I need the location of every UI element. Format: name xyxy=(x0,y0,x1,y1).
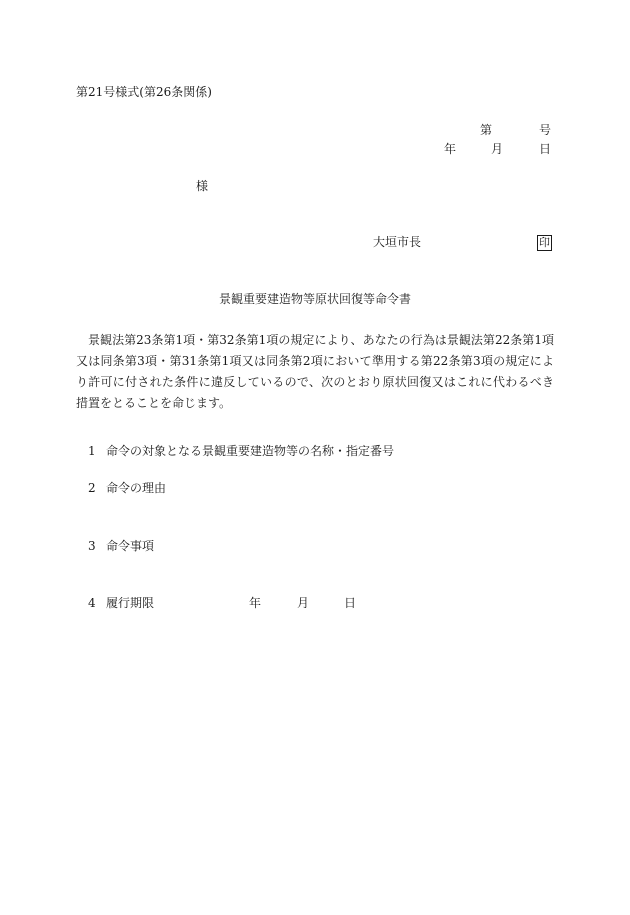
item-label: 命令事項 xyxy=(106,539,155,553)
doc-number-prefix: 第 xyxy=(480,123,493,137)
date-day: 日 xyxy=(539,142,552,156)
item-label: 命令の理由 xyxy=(106,481,167,495)
list-item-1 xyxy=(88,445,394,457)
list-item-4 xyxy=(88,597,154,609)
deadline-month: 月 xyxy=(297,596,310,610)
list-item-2 xyxy=(88,482,166,494)
body-paragraph: 景観法第23条第1項・第32条第1項の規定により、あなたの行為は景観法第22条第1項又は同条第3項・第31条第1項又は同条第2項において準用する第22条第3項の規定により許可に付された条件に違反しているので、次のとおり原状回復又はこれに代わるべき措置をとることを命じます。 xyxy=(76,333,554,410)
seal-mark xyxy=(537,235,552,251)
item-number: 4 xyxy=(88,596,96,610)
document-title: 景観重要建造物等原状回復等命令書 xyxy=(219,292,412,306)
item-label: 命令の対象となる景観重要建造物等の名称・指定番号 xyxy=(106,444,395,458)
addressee-suffix: 様 xyxy=(196,179,209,193)
doc-number-suffix: 号 xyxy=(539,123,552,137)
date-year: 年 xyxy=(444,142,457,156)
deadline-year: 年 xyxy=(249,596,262,610)
date-month: 月 xyxy=(491,142,504,156)
deadline-day: 日 xyxy=(344,596,357,610)
item-number: 1 xyxy=(88,444,96,458)
item-number: 3 xyxy=(88,539,96,553)
list-item-3 xyxy=(88,540,154,552)
item-label: 履行期限 xyxy=(106,596,155,610)
form-label: 第21号様式(第26条関係) xyxy=(76,85,212,99)
item-number: 2 xyxy=(88,481,96,495)
issuer-name: 大垣市長 xyxy=(373,235,422,249)
seal-text: 印 xyxy=(539,236,550,249)
